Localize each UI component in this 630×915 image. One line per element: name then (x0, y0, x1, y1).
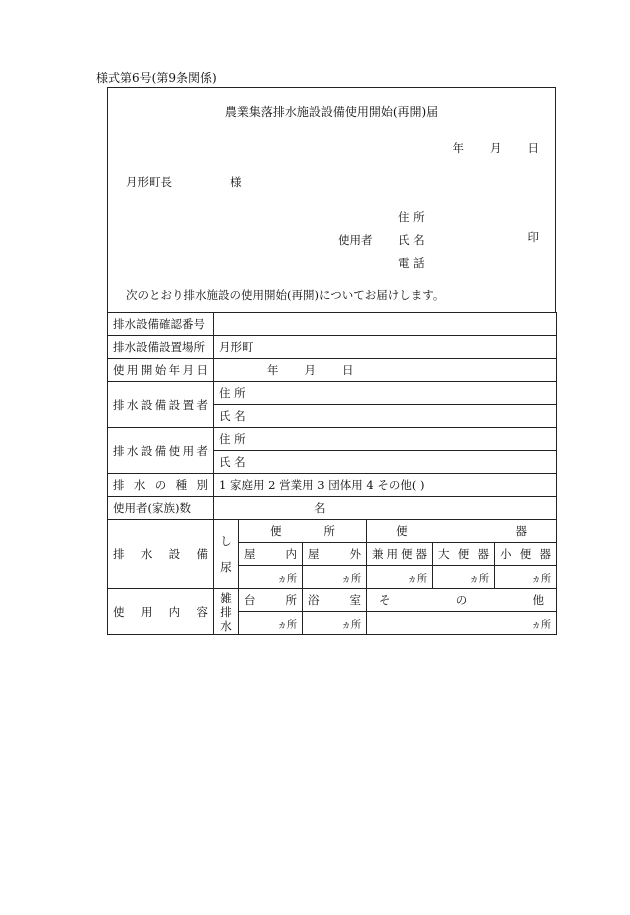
table-row (108, 589, 557, 612)
addressee-name: 月形町長 (126, 175, 172, 189)
table-row (108, 474, 557, 497)
toilet-room-header: 便 所 (239, 520, 367, 543)
table-row (108, 313, 557, 336)
date-month: 月 (490, 141, 502, 155)
confirm-number-field[interactable] (214, 313, 557, 336)
user-address-field[interactable] (214, 428, 557, 451)
install-place-field[interactable]: 月形町 (214, 336, 557, 359)
seal-mark: 印 (527, 230, 539, 244)
addressee-honorific: 様 (230, 175, 242, 189)
start-date-label: 使用開始年月日 (108, 359, 214, 382)
table-row (108, 336, 557, 359)
user-address-label: 住 所 (219, 432, 246, 446)
family-unit: 名 (314, 501, 326, 515)
indoor-count-field[interactable]: ヵ所 (239, 566, 303, 589)
applicant-address-label: 住 所 (398, 210, 425, 224)
small-count-field[interactable]: ヵ所 (495, 566, 557, 589)
confirm-number-label: 排水設備確認番号 (108, 313, 214, 336)
bathroom-count-field[interactable]: ヵ所 (303, 612, 367, 635)
fixture-header: 便 器 (367, 520, 557, 543)
drain-type-options[interactable]: 1 家庭用 2 営業用 3 団体用 4 その他( ) (214, 474, 557, 497)
large-fixture-label: 大便器 (433, 543, 495, 566)
user-name-field[interactable] (214, 451, 557, 474)
notification-header-frame (107, 87, 556, 313)
installer-name-label: 氏 名 (219, 409, 246, 423)
installer-address-label: 住 所 (219, 386, 246, 400)
installer-name-field[interactable] (214, 405, 557, 428)
usage-label: 使用内容 (108, 589, 214, 635)
date-day: 日 (527, 141, 539, 155)
user-label: 排水設備使用者 (108, 428, 214, 474)
form-title: 農業集落排水施設設備使用開始(再開)届 (224, 105, 439, 119)
family-count-field[interactable] (214, 497, 557, 520)
table-row (108, 497, 557, 520)
dual-count-field[interactable]: ヵ所 (367, 566, 433, 589)
install-place-label: 排水設備設置場所 (108, 336, 214, 359)
installer-label: 排水設備設置者 (108, 382, 214, 428)
applicant-phone-label: 電 話 (398, 256, 425, 270)
date-year: 年 (452, 141, 464, 155)
gray-water-label: 雑排水 (214, 589, 239, 635)
outdoor-label: 屋外 (303, 543, 367, 566)
outdoor-count-field[interactable]: ヵ所 (303, 566, 367, 589)
family-count-label: 使用者(家族)数 (108, 497, 214, 520)
kitchen-label: 台所 (239, 589, 303, 612)
user-name-label: 氏 名 (219, 455, 246, 469)
applicant-fields (398, 206, 425, 275)
applicant-role: 使用者 (338, 233, 373, 247)
table-row (108, 428, 557, 451)
large-count-field[interactable]: ヵ所 (433, 566, 495, 589)
equipment-label: 排水設備 (108, 520, 214, 589)
applicant-name-label: 氏 名 (398, 233, 425, 247)
notice-text: 次のとおり排水施設の使用開始(再開)についてお届けします。 (126, 288, 445, 302)
table-row (108, 520, 557, 543)
form-number-label: 様式第6号(第9条関係) (96, 71, 217, 85)
details-table (107, 312, 557, 635)
bathroom-label: 浴室 (303, 589, 367, 612)
addressee (126, 174, 242, 190)
small-fixture-label: 小便器 (495, 543, 557, 566)
start-month: 月 (304, 363, 316, 377)
start-day: 日 (342, 363, 354, 377)
kitchen-count-field[interactable]: ヵ所 (239, 612, 303, 635)
start-year: 年 (267, 363, 279, 377)
table-row (108, 359, 557, 382)
night-soil-label: し尿 (214, 520, 239, 589)
submission-date (453, 140, 540, 156)
table-row (108, 382, 557, 405)
other-label: その他 (367, 589, 557, 612)
other-count-field[interactable]: ヵ所 (367, 612, 557, 635)
installer-address-field[interactable] (214, 382, 557, 405)
indoor-label: 屋内 (239, 543, 303, 566)
start-date-field[interactable] (214, 359, 557, 382)
dual-fixture-label: 兼用便器 (367, 543, 433, 566)
drain-type-label: 排水の種別 (108, 474, 214, 497)
